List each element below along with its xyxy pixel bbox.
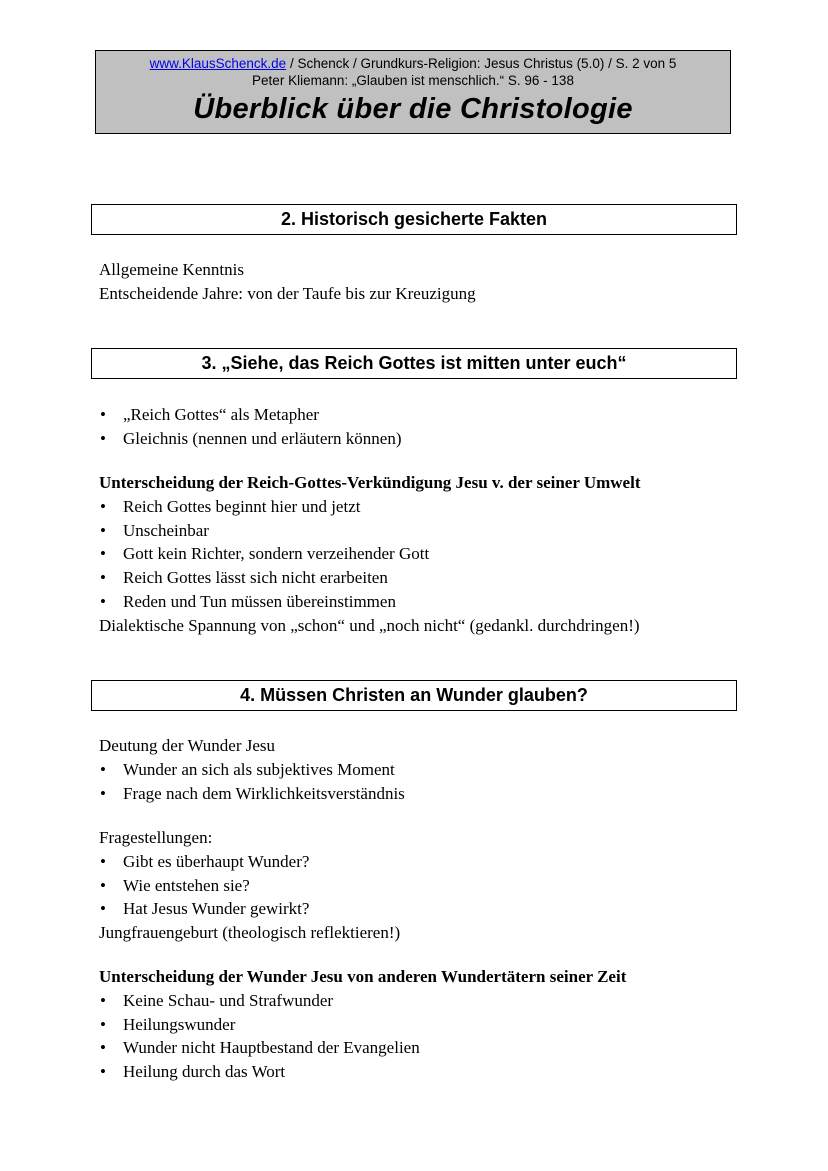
- section-historical-facts-body: [99, 258, 476, 306]
- section-heading-kingdom-of-god: 3. „Siehe, das Reich Gottes ist mitten unter euch“: [91, 348, 737, 379]
- bullet-list: [99, 495, 641, 614]
- subheading: Unterscheidung der Reich-Gottes-Verkündigung Jesu v. der seiner Umwelt: [99, 473, 641, 492]
- list-item: • Wunder an sich als subjektives Moment: [99, 758, 405, 782]
- text-line: Allgemeine Kenntnis: [99, 260, 244, 279]
- section-miracles-distinction: [99, 965, 626, 1084]
- text-line: Fragestellungen:: [99, 828, 213, 847]
- text-line: Dialektische Spannung von „schon“ und „noch nicht“ (gedankl. durchdringen!): [99, 615, 640, 635]
- list-item: • Hat Jesus Wunder gewirkt?: [99, 897, 400, 921]
- list-item: • Wie entstehen sie?: [99, 874, 400, 898]
- list-item: • Reich Gottes beginnt hier und jetzt: [99, 495, 641, 519]
- list-item: • Unscheinbar: [99, 519, 641, 543]
- section-heading-miracles: 4. Müssen Christen an Wunder glauben?: [91, 680, 737, 711]
- list-item: • Gott kein Richter, sondern verzeihender Gott: [99, 542, 641, 566]
- list-item: • Gibt es überhaupt Wunder?: [99, 850, 400, 874]
- header-source-line: [96, 55, 730, 72]
- bullet-list: [99, 989, 626, 1084]
- header-reference-line: Peter Kliemann: „Glauben ist menschlich.“ S. 96 - 138: [252, 73, 574, 88]
- page-header: [95, 50, 731, 134]
- bullet-list: [99, 850, 400, 921]
- text-line: Jungfrauengeburt (theologisch reflektieren!): [99, 923, 401, 943]
- bullet-list: [99, 758, 405, 806]
- list-item: • Heilungswunder: [99, 1013, 626, 1037]
- section-kingdom-distinction: [99, 471, 641, 638]
- header-course-info: / Schenck / Grundkurs-Religion: Jesus Christus (5.0) / S. 2 von 5: [286, 56, 677, 71]
- text-line: Entscheidende Jahre: von der Taufe bis zur Kreuzigung: [99, 283, 476, 303]
- subheading: Unterscheidung der Wunder Jesu von anderen Wundertätern seiner Zeit: [99, 967, 627, 986]
- list-item: • „Reich Gottes“ als Metapher: [99, 403, 402, 427]
- list-item: • Wunder nicht Hauptbestand der Evangelien: [99, 1036, 626, 1060]
- bullet-list: [99, 403, 402, 451]
- section-miracles-interpretation: [99, 734, 405, 805]
- list-item: • Frage nach dem Wirklichkeitsverständnis: [99, 782, 405, 806]
- list-item: • Reden und Tun müssen übereinstimmen: [99, 590, 641, 614]
- website-link[interactable]: www.KlausSchenck.de: [149, 56, 287, 71]
- section-heading-historical-facts: 2. Historisch gesicherte Fakten: [91, 204, 737, 235]
- list-item: • Gleichnis (nennen und erläutern können): [99, 427, 402, 451]
- page-title: Überblick über die Christologie: [193, 93, 633, 125]
- list-item: • Keine Schau- und Strafwunder: [99, 989, 626, 1013]
- list-item: • Reich Gottes lässt sich nicht erarbeiten: [99, 566, 641, 590]
- list-item: • Heilung durch das Wort: [99, 1060, 626, 1084]
- section-miracles-questions: [99, 826, 400, 945]
- text-line: Deutung der Wunder Jesu: [99, 736, 276, 755]
- section-kingdom-bullets: [99, 403, 402, 451]
